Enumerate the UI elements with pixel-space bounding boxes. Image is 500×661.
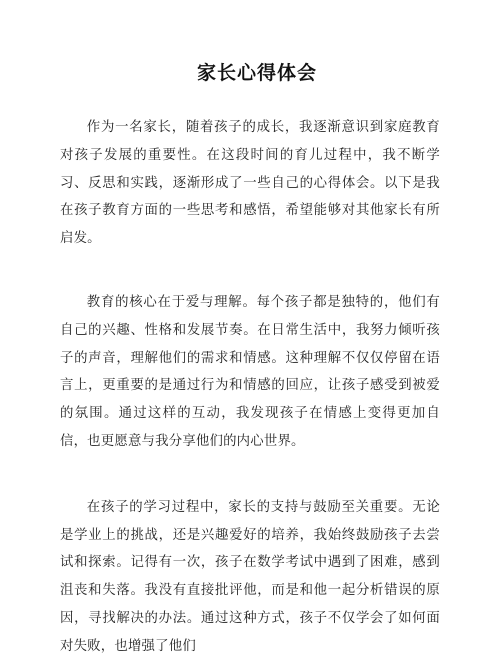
document-title: 家长心得体会 [196, 62, 317, 84]
paragraph-1: 作为一名家长，随着孩子的成长，我逐渐意识到家庭教育对孩子发展的重要性。在这段时间的育儿过程中，我不断学习、反思和实践，逐渐形成了一些自己的心得体会。以下是我在孩子教育方面的一些思考和感悟，希望能够对其他家长有所启发。 [60, 120, 440, 247]
paragraph-2: 教育的核心在于爱与理解。每个孩子都是独特的，他们有自己的兴趣、性格和发展节奏。在日常生活中，我努力倾听孩子的声音，理解他们的需求和情感。这种理解不仅仅停留在语言上，更重要的是通过行为和情感的回应，让孩子感受到被爱的氛围。通过这样的互动，我发现孩子在情感上变得更加自信，也更愿意与我分享他们的内心世界。 [60, 294, 440, 449]
paragraph-3: 在孩子的学习过程中，家长的支持与鼓励至关重要。无论是学业上的挑战，还是兴趣爱好的培养，我始终鼓励孩子去尝试和探索。记得有一次，孩子在数学考试中遇到了困难，感到沮丧和失落。我没有直接批评他，而是和他一起分析错误的原因，寻找解决的办法。通过这种方式，孩子不仅学会了如何面对失败，也增强了他们 [60, 499, 440, 654]
